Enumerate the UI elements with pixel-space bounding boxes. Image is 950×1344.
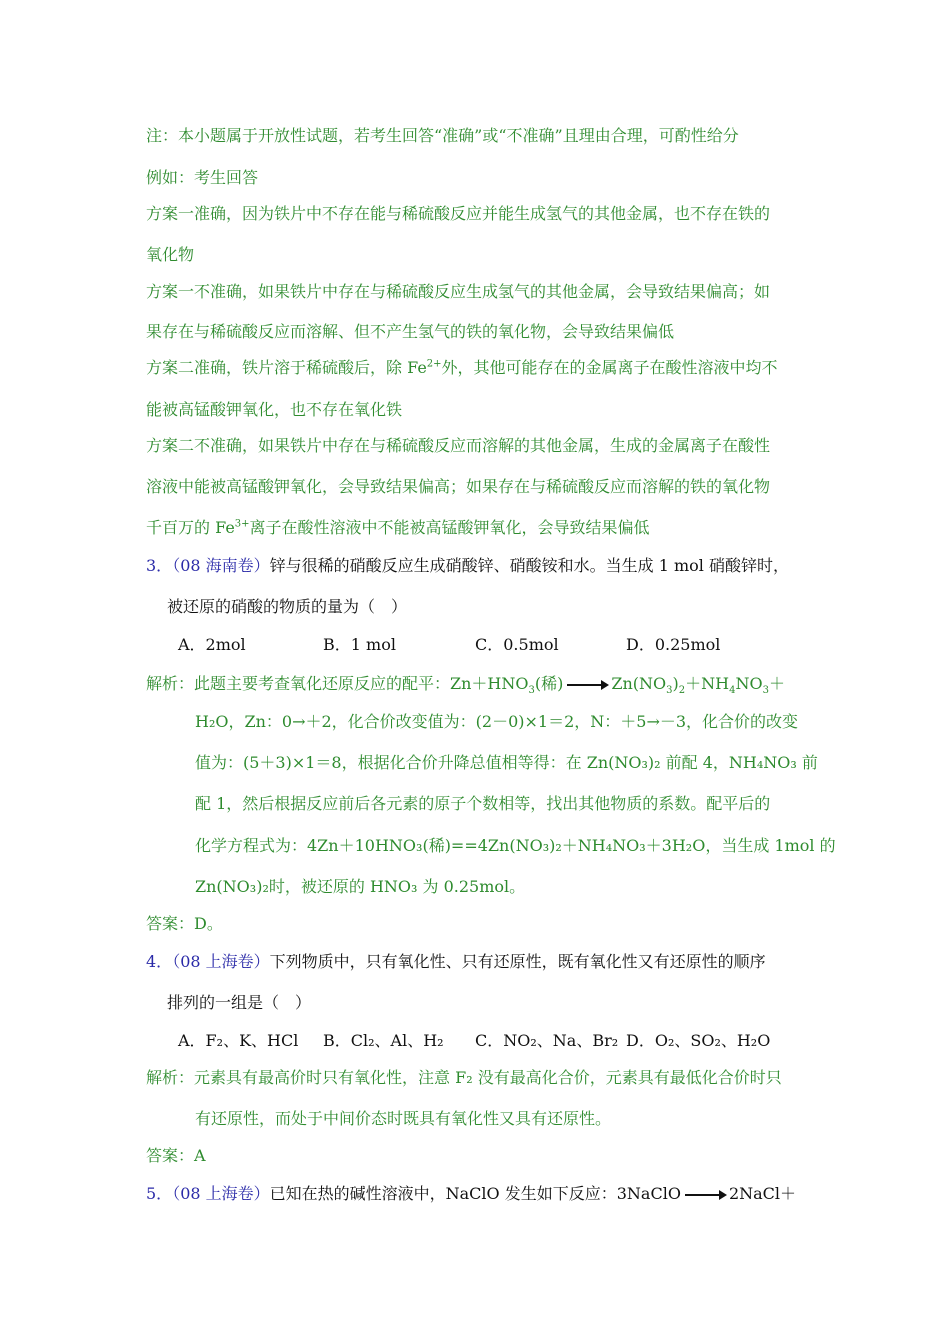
q3-exp-1f: NO (735, 674, 763, 693)
note-line-7-b: 外，其他可能存在的金属离子在酸性溶液中均不 (441, 358, 778, 377)
fe2-charge: 2+ (426, 358, 442, 370)
sub-2: 2 (678, 685, 686, 697)
q5-stem-line-1 (146, 1184, 796, 1204)
q3-explanation-line-4: 配 1，然后根据反应前后各元素的原子个数相等，找出其他物质的系数。配平后的 (195, 794, 771, 813)
reaction-arrow-icon (685, 1194, 725, 1196)
q4-option-c: C．NO₂、Na、Br₂ (475, 1031, 619, 1050)
q3-exp-1b: (稀) (534, 674, 564, 693)
q3-option-c: C．0.5mol (475, 635, 559, 654)
q3-option-a: A．2mol (178, 635, 246, 654)
q4-stem-line-1 (146, 952, 766, 972)
q4-answer: 答案：A (146, 1146, 206, 1165)
sub-3: 3 (528, 685, 535, 697)
q4-source: （08 上海卷） (172, 952, 270, 971)
q3-exp-1d: ) (672, 674, 679, 693)
note-line-9: 方案二不准确，如果铁片中存在与稀硫酸反应而溶解的其他金属，生成的金属离子在酸性 (146, 436, 771, 455)
note-line-2: 例如：考生回答 (146, 168, 259, 187)
note-line-11-b: 离子在酸性溶液中不能被高锰酸钾氧化，会导致结果偏低 (249, 518, 650, 537)
q3-stem-line-1 (146, 556, 789, 576)
q3-answer: 答案：D。 (146, 914, 223, 933)
q3-explanation-line-6: Zn(NO₃)₂时，被还原的 HNO₃ 为 0.25mol。 (195, 877, 526, 896)
sub-3c: 3 (762, 685, 769, 697)
q3-explanation-line-2: H₂O，Zn：0→＋2，化合价改变值为：(2－0)×1＝2，N：＋5→－3，化合价的改变 (195, 712, 799, 731)
note-line-4: 氧化物 (146, 245, 195, 264)
note-line-7-a: 方案二准确，铁片溶于稀硫酸后，除 Fe (146, 358, 427, 377)
note-line-11 (146, 518, 650, 538)
q5-stem-text: 已知在热的碱性溶液中，NaClO 发生如下反应：3NaClO (269, 1184, 681, 1203)
q3-exp-1c: Zn(NO (611, 674, 667, 693)
q4-explanation-line-2: 有还原性，而处于中间价态时既具有氧化性又具有还原性。 (195, 1109, 612, 1128)
q4-option-d: D．O₂、SO₂、H₂O (626, 1031, 771, 1050)
q4-option-b: B．Cl₂、Al、H₂ (323, 1031, 444, 1050)
q3-exp-1g: ＋ (769, 674, 786, 693)
q3-number: 3． (146, 556, 173, 575)
note-line-10: 溶液中能被高锰酸钾氧化，会导致结果偏高；如果存在与稀硫酸反应而溶解的铁的氧化物 (146, 477, 771, 496)
q3-source: （08 海南卷） (172, 556, 270, 575)
note-line-7 (146, 358, 778, 378)
q3-stem-line-2: 被还原的硝酸的物质的量为（ ） (167, 597, 408, 616)
note-line-8: 能被高锰酸钾氧化，也不存在氧化铁 (146, 400, 403, 419)
q3-option-d: D．0.25mol (626, 635, 721, 654)
q3-stem-text: 锌与很稀的硝酸反应生成硝酸锌、硝酸铵和水。当生成 1 mol 硝酸锌时， (269, 556, 790, 575)
fe3-charge: 3+ (234, 518, 250, 530)
q3-explanation-line-1 (146, 674, 786, 697)
reaction-arrow-icon (567, 684, 607, 686)
q3-exp-1e: ＋NH (685, 674, 730, 693)
q3-explanation-line-5: 化学方程式为：4Zn＋10HNO₃(稀)==4Zn(NO₃)₂＋NH₄NO₃＋3H₂O，当生成 1mol 的 (195, 836, 836, 855)
note-line-1: 注：本小题属于开放性试题，若考生回答“准确”或“不准确”且理由合理，可酌性给分 (146, 126, 739, 145)
q4-explanation-line-1: 解析：元素具有最高价时只有氧化性，注意 F₂ 没有最高化合价，元素具有最低化合价时只 (146, 1068, 782, 1087)
q5-number: 5． (146, 1184, 173, 1203)
sub-4: 4 (729, 685, 736, 697)
note-line-6: 果存在与稀硫酸反应而溶解、但不产生氢气的铁的氧化物，会导致结果偏低 (146, 322, 675, 341)
note-line-11-a: 千百万的 Fe (146, 518, 235, 537)
q4-number: 4． (146, 952, 173, 971)
note-line-3: 方案一准确，因为铁片中不存在能与稀硫酸反应并能生成氢气的其他金属，也不存在铁的 (146, 204, 771, 223)
note-line-5: 方案一不准确，如果铁片中存在与稀硫酸反应生成氢气的其他金属，会导致结果偏高；如 (146, 282, 771, 301)
q4-stem-text: 下列物质中，只有氧化性、只有还原性，既有氧化性又有还原性的顺序 (269, 952, 766, 971)
q3-exp-1a: 解析：此题主要考查氧化还原反应的配平：Zn＋HNO (146, 674, 529, 693)
q5-stem-text-2: 2NaCl＋ (728, 1184, 797, 1203)
q3-option-b: B．1 mol (323, 635, 396, 654)
q3-explanation-line-3: 值为：(5＋3)×1＝8，根据化合价升降总值相等得：在 Zn(NO₃)₂ 前配 4，NH₄NO₃ 前 (195, 753, 818, 772)
sub-3b: 3 (666, 685, 673, 697)
q5-source: （08 上海卷） (172, 1184, 270, 1203)
q4-stem-line-2: 排列的一组是（ ） (167, 993, 312, 1012)
q4-option-a: A．F₂、K、HCl (178, 1031, 299, 1050)
